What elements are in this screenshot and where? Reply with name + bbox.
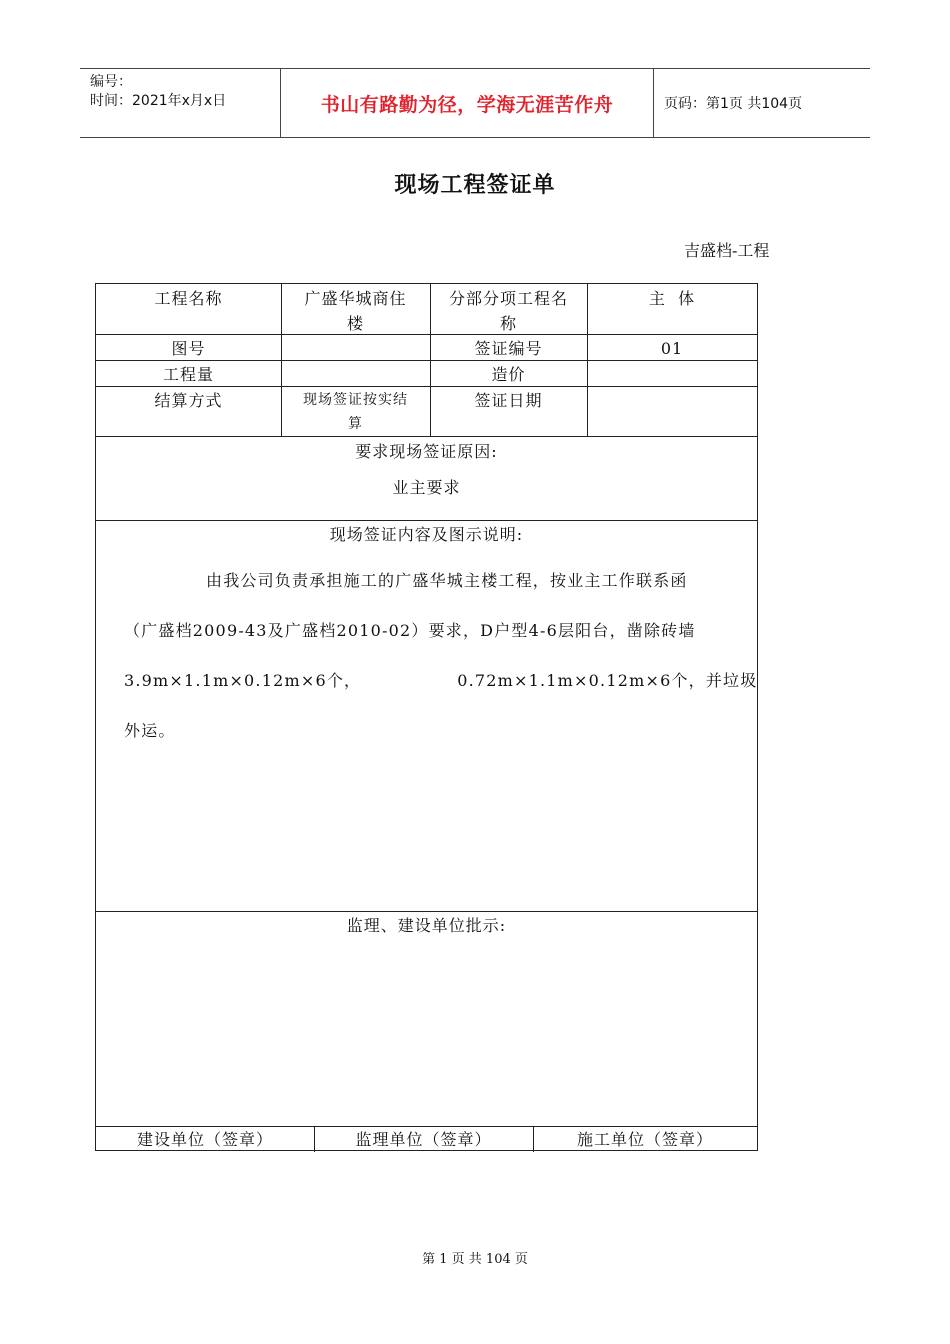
content-line: （广盛档2009-43及广盛档2010-02）要求，D户型4-6层阳台，凿除砖墙: [124, 621, 696, 640]
owner-seal-label: 建设单位（签章）: [136, 1130, 273, 1149]
settlement-value: [281, 388, 430, 436]
sub-project-label: [430, 286, 587, 336]
visa-number-label: 签证编号: [474, 339, 543, 358]
row-divider: [96, 520, 757, 521]
content-line: 外运。: [124, 721, 176, 740]
settlement-label: 结算方式: [154, 391, 223, 410]
approval-label: 监理、建设单位批示:: [346, 916, 507, 935]
content-paragraph: [124, 567, 758, 767]
header-motto: 书山有路勤为径，学海无涯苦作舟: [281, 69, 654, 137]
content-line-part: 3.9m×1.1m×0.12m×6个，: [124, 671, 362, 690]
content-line: 由我公司负责承担施工的广盛华城主楼工程，按业主工作联系函: [206, 571, 688, 590]
row-divider: [96, 436, 757, 437]
project-name-value: [281, 286, 430, 336]
supervisor-seal-label: 监理单位（签章）: [355, 1130, 492, 1149]
sub-project-label-line: 分部分项工程名: [448, 289, 568, 308]
project-name-label: 工程名称: [154, 289, 223, 308]
page-title: 现场工程签证单: [394, 172, 556, 198]
sub-project-label-line: 称: [499, 314, 517, 333]
reason-text: 业主要求: [392, 478, 461, 497]
page-footer: 第 1 页 共 104 页: [422, 1252, 528, 1267]
project-name-value-line: 楼: [346, 314, 364, 333]
drawing-no-label: 图号: [171, 339, 206, 358]
document-header: [80, 68, 870, 138]
project-name-value-line: 广盛华城商住: [304, 289, 407, 308]
contractor-seal-label: 施工单位（签章）: [576, 1130, 713, 1149]
reason-label: 要求现场签证原因:: [355, 442, 498, 461]
content-line-part: 0.72m×1.1m×0.12m×6个，并垃圾: [457, 671, 758, 690]
quantity-label: 工程量: [162, 365, 214, 384]
settlement-value-line: 现场签证按实结: [303, 392, 408, 408]
header-meta-cell: [80, 69, 281, 137]
time-label: 时间：2021年x月x日: [90, 93, 227, 109]
sub-project-value: 主 体: [648, 289, 696, 308]
visa-number-value: 01: [660, 339, 684, 358]
header-page-code: 页码：第1页 共104页: [664, 96, 803, 112]
visa-date-label: 签证日期: [474, 391, 543, 410]
content-label: 现场签证内容及图示说明:: [329, 525, 524, 544]
content-line: [124, 667, 758, 717]
row-divider: [96, 911, 757, 912]
visa-form-table: [95, 283, 758, 1151]
document-reference: 吉盛档-工程: [684, 241, 770, 260]
cost-label: 造价: [491, 365, 526, 384]
number-label: 编号：: [90, 74, 132, 90]
settlement-value-line: 算: [348, 416, 363, 432]
